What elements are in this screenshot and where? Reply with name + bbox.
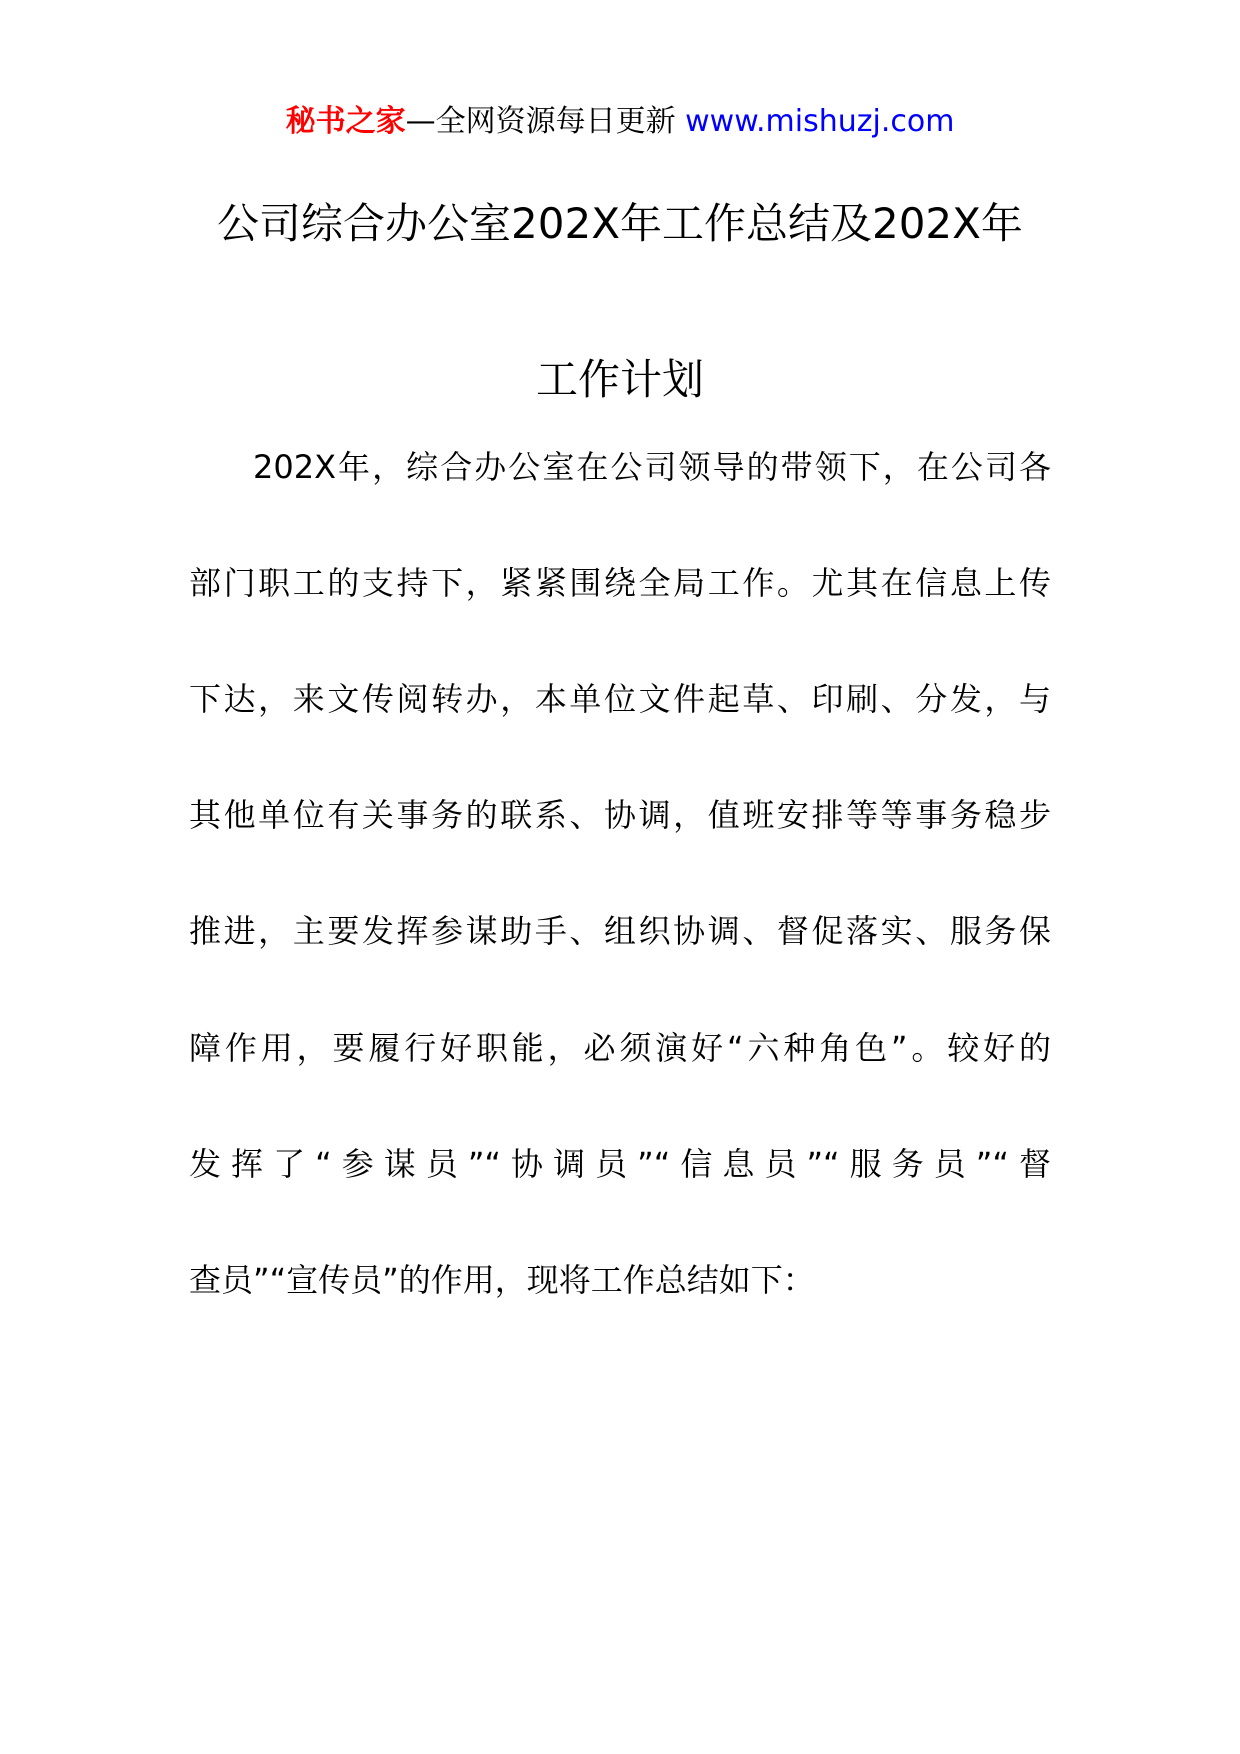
- paragraph-line: 查员”“宣传员”的作用，现将工作总结如下：: [189, 1261, 815, 1299]
- document-title-line-1: 公司综合办公室202X年工作总结及202X年: [217, 199, 1023, 248]
- paragraph-line: 推进，主要发挥参谋助手、组织协调、督促落实、服务保: [189, 912, 1051, 950]
- paragraph-line: 障作用，要履行好职能，必须演好“六种角色”。较好的: [189, 1029, 1051, 1067]
- paragraph-line: 其他单位有关事务的联系、协调，值班安排等等事务稳步: [189, 796, 1051, 834]
- site-url-link[interactable]: www.mishuzj.com: [685, 104, 955, 139]
- header-tagline: —全网资源每日更新: [405, 104, 676, 139]
- document-title-line-2: 工作计划: [535, 355, 704, 404]
- paragraph-line: 发挥了“参谋员”“协调员”“信息员”“服务员”“督: [189, 1145, 1051, 1183]
- paragraph-line: 202X年，综合办公室在公司领导的带领下，在公司各: [253, 448, 1051, 486]
- brand-name: 秘书之家: [285, 104, 406, 139]
- paragraph-line: 部门职工的支持下，紧紧围绕全局工作。尤其在信息上传: [189, 564, 1051, 602]
- paragraph-line: 下达，来文传阅转办，本单位文件起草、印刷、分发，与: [189, 680, 1051, 718]
- site-header: [0, 100, 1240, 144]
